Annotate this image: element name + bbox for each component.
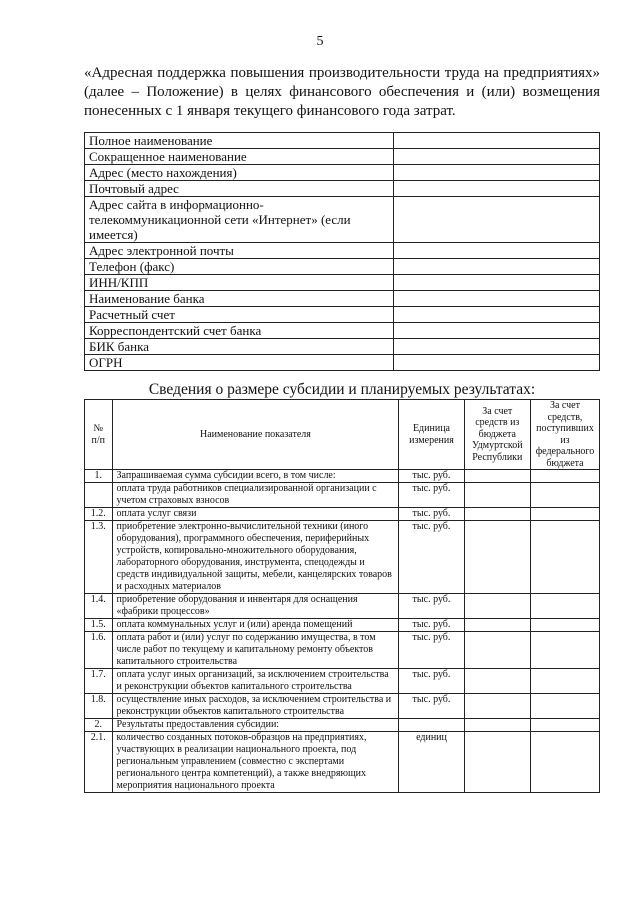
org-field-value	[394, 197, 600, 243]
subsidy-table	[84, 399, 600, 793]
org-table-row	[85, 275, 600, 291]
row-num: 2.1.	[85, 732, 113, 793]
row-budget-ur-value	[464, 470, 530, 483]
org-field-label: БИК банка	[85, 339, 394, 355]
org-field-label: Сокращенное наименование	[85, 149, 394, 165]
row-budget-fed-value	[530, 694, 599, 719]
org-table-row	[85, 243, 600, 259]
row-budget-ur-value	[464, 594, 530, 619]
subsidy-row	[85, 508, 600, 521]
org-field-label: ОГРН	[85, 355, 394, 371]
row-budget-ur-value	[464, 694, 530, 719]
org-field-value	[394, 243, 600, 259]
subsidy-row	[85, 521, 600, 594]
org-field-value	[394, 165, 600, 181]
org-table-row	[85, 259, 600, 275]
org-field-label: Полное наименование	[85, 133, 394, 149]
org-field-value	[394, 181, 600, 197]
row-num: 2.	[85, 719, 113, 732]
org-field-value	[394, 133, 600, 149]
row-unit: тыс. руб.	[399, 470, 464, 483]
org-table-row	[85, 339, 600, 355]
header-budget-fed: За счет средств, поступивших из федерального бюджета	[530, 400, 599, 470]
row-budget-fed-value	[530, 470, 599, 483]
row-budget-fed-value	[530, 732, 599, 793]
row-indicator-name: оплата работ и (или) услуг по содержанию имущества, в том числе работ по текущему и капитальному ремонту объектов капитального строительства	[112, 632, 399, 669]
org-field-value	[394, 323, 600, 339]
row-budget-ur-value	[464, 619, 530, 632]
org-field-label: Расчетный счет	[85, 307, 394, 323]
org-field-value	[394, 355, 600, 371]
subsidy-row	[85, 719, 600, 732]
subsidy-table-header	[85, 400, 600, 470]
org-field-label: ИНН/КПП	[85, 275, 394, 291]
row-budget-ur-value	[464, 508, 530, 521]
row-unit: тыс. руб.	[399, 521, 464, 594]
row-num: 1.6.	[85, 632, 113, 669]
row-indicator-name: оплата коммунальных услуг и (или) аренда помещений	[112, 619, 399, 632]
row-budget-ur-value	[464, 632, 530, 669]
intro-paragraph: «Адресная поддержка повышения производительности труда на предприятиях» (далее – Положение) в целях финансового обеспечения и (или) возмещения понесенных с 1 января текущего финансового года затрат.	[84, 65, 600, 119]
row-unit	[399, 719, 464, 732]
row-unit: тыс. руб.	[399, 619, 464, 632]
row-num	[85, 483, 113, 508]
org-table-row	[85, 197, 600, 243]
org-table-row	[85, 165, 600, 181]
subsidy-row	[85, 483, 600, 508]
page-number: 5	[316, 34, 324, 49]
row-indicator-name: приобретение оборудования и инвентаря для оснащения «фабрики процессов»	[112, 594, 399, 619]
row-unit: тыс. руб.	[399, 594, 464, 619]
org-table-row	[85, 149, 600, 165]
row-unit: тыс. руб.	[399, 483, 464, 508]
org-field-label: Адрес электронной почты	[85, 243, 394, 259]
org-field-value	[394, 149, 600, 165]
header-name: Наименование показателя	[112, 400, 399, 470]
row-indicator-name: Запрашиваемая сумма субсидии всего, в том числе:	[112, 470, 399, 483]
row-indicator-name: количество созданных потоков-образцов на предприятиях, участвующих в реализации национального проекта, под региональным управлением (совместно с экспертами регионального центра компетенций), а также внедряющих мероприятия национального проекта	[112, 732, 399, 793]
row-num: 1.	[85, 470, 113, 483]
org-field-label: Адрес сайта в информационно-телекоммуникационной сети «Интернет» (если имеется)	[85, 197, 394, 243]
row-indicator-name: оплата услуг связи	[112, 508, 399, 521]
subsidy-row	[85, 669, 600, 694]
subsidy-row	[85, 619, 600, 632]
organization-info-table	[84, 132, 600, 371]
row-num: 1.5.	[85, 619, 113, 632]
subsidy-row	[85, 694, 600, 719]
org-field-value	[394, 259, 600, 275]
row-budget-fed-value	[530, 632, 599, 669]
row-indicator-name: Результаты предоставления субсидии:	[112, 719, 399, 732]
org-field-label: Корреспондентский счет банка	[85, 323, 394, 339]
org-table-row	[85, 133, 600, 149]
row-budget-ur-value	[464, 483, 530, 508]
row-num: 1.8.	[85, 694, 113, 719]
header-num: № п/п	[85, 400, 113, 470]
subsidy-section-title: Сведения о размере субсидии и планируемых результатах:	[148, 381, 536, 398]
row-indicator-name: оплата услуг иных организаций, за исключением строительства и реконструкции объектов капитального строительства	[112, 669, 399, 694]
org-table-row	[85, 181, 600, 197]
row-budget-fed-value	[530, 483, 599, 508]
org-field-value	[394, 291, 600, 307]
subsidy-row	[85, 470, 600, 483]
row-budget-fed-value	[530, 508, 599, 521]
org-table-row	[85, 291, 600, 307]
row-num: 1.4.	[85, 594, 113, 619]
org-field-label: Наименование банка	[85, 291, 394, 307]
row-unit: единиц	[399, 732, 464, 793]
row-num: 1.2.	[85, 508, 113, 521]
subsidy-row	[85, 732, 600, 793]
org-field-label: Адрес (место нахождения)	[85, 165, 394, 181]
row-budget-ur-value	[464, 719, 530, 732]
row-indicator-name: оплата труда работников специализированной организации с учетом страховых взносов	[112, 483, 399, 508]
row-unit: тыс. руб.	[399, 632, 464, 669]
row-budget-fed-value	[530, 669, 599, 694]
subsidy-row	[85, 594, 600, 619]
org-table-row	[85, 307, 600, 323]
row-budget-fed-value	[530, 594, 599, 619]
org-table-row	[85, 355, 600, 371]
row-unit: тыс. руб.	[399, 508, 464, 521]
row-budget-fed-value	[530, 619, 599, 632]
row-num: 1.3.	[85, 521, 113, 594]
org-field-value	[394, 307, 600, 323]
row-num: 1.7.	[85, 669, 113, 694]
org-table-row	[85, 323, 600, 339]
org-field-value	[394, 275, 600, 291]
row-indicator-name: приобретение электронно-вычислительной техники (иного оборудования), программного обеспечения, периферийных устройств, копировально-множительного оборудования, лабораторного оборудования, инструмента, спецодежды и средств индивидуальной защиты, мебели, канцелярских товаров и расходных материалов	[112, 521, 399, 594]
row-budget-ur-value	[464, 669, 530, 694]
org-field-label: Телефон (факс)	[85, 259, 394, 275]
row-budget-ur-value	[464, 521, 530, 594]
subsidy-row	[85, 632, 600, 669]
row-unit: тыс. руб.	[399, 669, 464, 694]
row-budget-fed-value	[530, 521, 599, 594]
row-indicator-name: осуществление иных расходов, за исключением строительства и реконструкции объектов капитального строительства	[112, 694, 399, 719]
header-unit: Единица измерения	[399, 400, 464, 470]
row-unit: тыс. руб.	[399, 694, 464, 719]
org-field-label: Почтовый адрес	[85, 181, 394, 197]
row-budget-fed-value	[530, 719, 599, 732]
row-budget-ur-value	[464, 732, 530, 793]
header-budget-ur: За счет средств из бюджета Удмуртской Республики	[464, 400, 530, 470]
org-field-value	[394, 339, 600, 355]
